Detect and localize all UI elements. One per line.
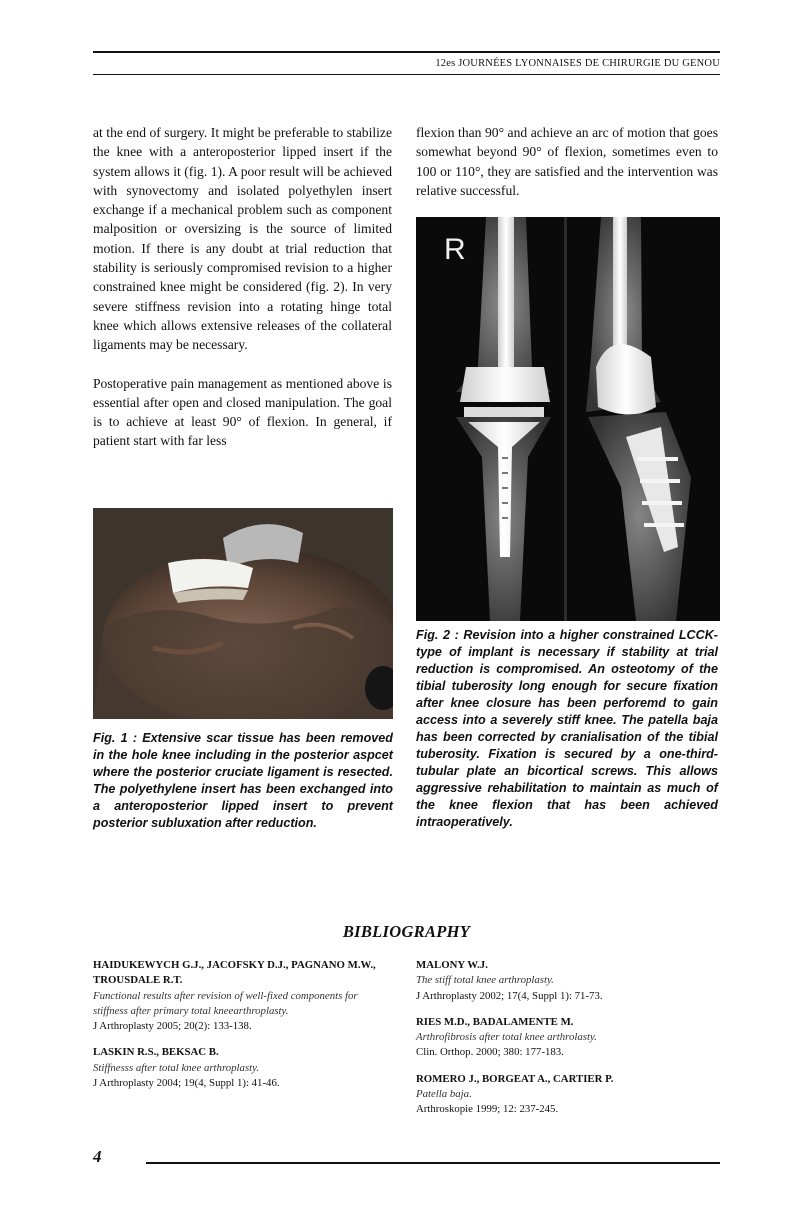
reference-title: Patella baja. — [416, 1088, 472, 1101]
reference-item — [416, 1015, 718, 1061]
header-rule — [93, 74, 720, 75]
reference-item — [93, 958, 393, 1034]
reference-item — [416, 958, 718, 1004]
reference-authors: ROMERO J., BORGEAT A., CARTIER P. — [416, 1072, 614, 1085]
page-number: 4 — [93, 1147, 102, 1166]
reference-source: Arthroskopie 1999; 12: 237-245. — [416, 1103, 559, 1116]
reference-title: Functional results after revision of well-fixed components for stiffness after primary total kneearthroplasty. — [93, 989, 358, 1017]
bibliography-left-column — [93, 958, 393, 1102]
bibliography-heading: BIBLIOGRAPHY — [342, 922, 471, 941]
reference-authors: LASKIN R.S., BEKSAC B. — [93, 1046, 219, 1059]
figure-2-xray — [416, 217, 720, 621]
left-column-text — [93, 123, 392, 451]
surgery-photo-illustration — [93, 508, 393, 719]
reference-item — [416, 1072, 718, 1118]
xray-side-marker: R — [444, 233, 466, 266]
reference-authors: HAIDUKEWYCH G.J., JACOFSKY D.J., PAGNANO M.W., TROUSDALE R.T. — [93, 959, 376, 987]
reference-source: J Arthroplasty 2002; 17(4, Suppl 1): 71-73. — [416, 989, 603, 1002]
right-column-text — [416, 123, 718, 200]
running-header: 12es JOURNÉES LYONNAISES DE CHIRURGIE DU GENOU — [435, 58, 720, 69]
figure-1-caption: Fig. 1 : Extensive scar tissue has been removed in the hole knee including in the posterior aspcet where the posterior cruciate ligament is resected. The polyethylene insert has been exchanged into a anteroposterior lipped insert to prevent posterior subluxation after reduction. — [93, 731, 393, 830]
figure-2-caption: Fig. 2 : Revision into a higher constrained LCCK-type of implant is necessary if stability at trial reduction is compromised. An osteotomy of the tibial tuberosity long enough for secure fixation after knee closure has been perforemd to gain access into a severely stiff knee. The patella baja has been corrected by cranialisation of the tibial tuberosity. Fixation is secured by a one-third-tubular plate an bicortical screws. This allows aggressive rehabilitation to maintain as much of the knee flexion that has been achieved intraoperatively. — [416, 628, 718, 829]
reference-title: Arthrofibrosis after total knee arthrolasty. — [416, 1031, 597, 1044]
reference-source: J Arthroplasty 2005; 20(2): 133-138. — [93, 1020, 252, 1033]
reference-authors: MALONY W.J. — [416, 959, 488, 971]
reference-title: Stiffnesss after total knee arthroplasty. — [93, 1061, 260, 1074]
reference-item — [93, 1045, 393, 1091]
top-rule — [93, 51, 720, 53]
reference-authors: RIES M.D., BADALAMENTE M. — [416, 1015, 574, 1028]
right-paragraph-1: flexion than 90° and achieve an arc of motion that goes somewhat beyond 90° of flexion, sometimes even to 100 or 110°, they are satisfied and the intervention was relative successful. — [416, 125, 718, 198]
figure-1-photo — [93, 508, 393, 719]
bibliography-right-column — [416, 958, 718, 1129]
left-paragraph-1: at the end of surgery. It might be preferable to stabilize the knee with a anteroposterior lipped insert if the system allows it (fig. 1). A poor result will be achieved with synovectomy and isolated polyethylen insert exchange if a mechanical problem such as component malposition or oversizing is the source of limited motion. If there is any doubt at trial reduction that stability is seriously compromised revision to a higher constrained knee might be considered (fig. 2). In very severe stiffness revision into a rotating hinge total knee which allows extensive releases of the collateral ligaments may be necessary. — [93, 125, 392, 353]
footer-rule — [146, 1162, 720, 1164]
reference-title: The stiff total knee arthroplasty. — [416, 974, 554, 987]
reference-source: J Arthroplasty 2004; 19(4, Suppl 1): 41-46. — [93, 1077, 280, 1090]
xray-illustration — [416, 217, 720, 621]
reference-source: Clin. Orthop. 2000; 380: 177-183. — [416, 1046, 564, 1059]
left-paragraph-2: Postoperative pain management as mentioned above is essential after open and closed manipulation. The goal is to achieve at least 90° of flexion. In general, if patient start with far less — [93, 375, 392, 449]
